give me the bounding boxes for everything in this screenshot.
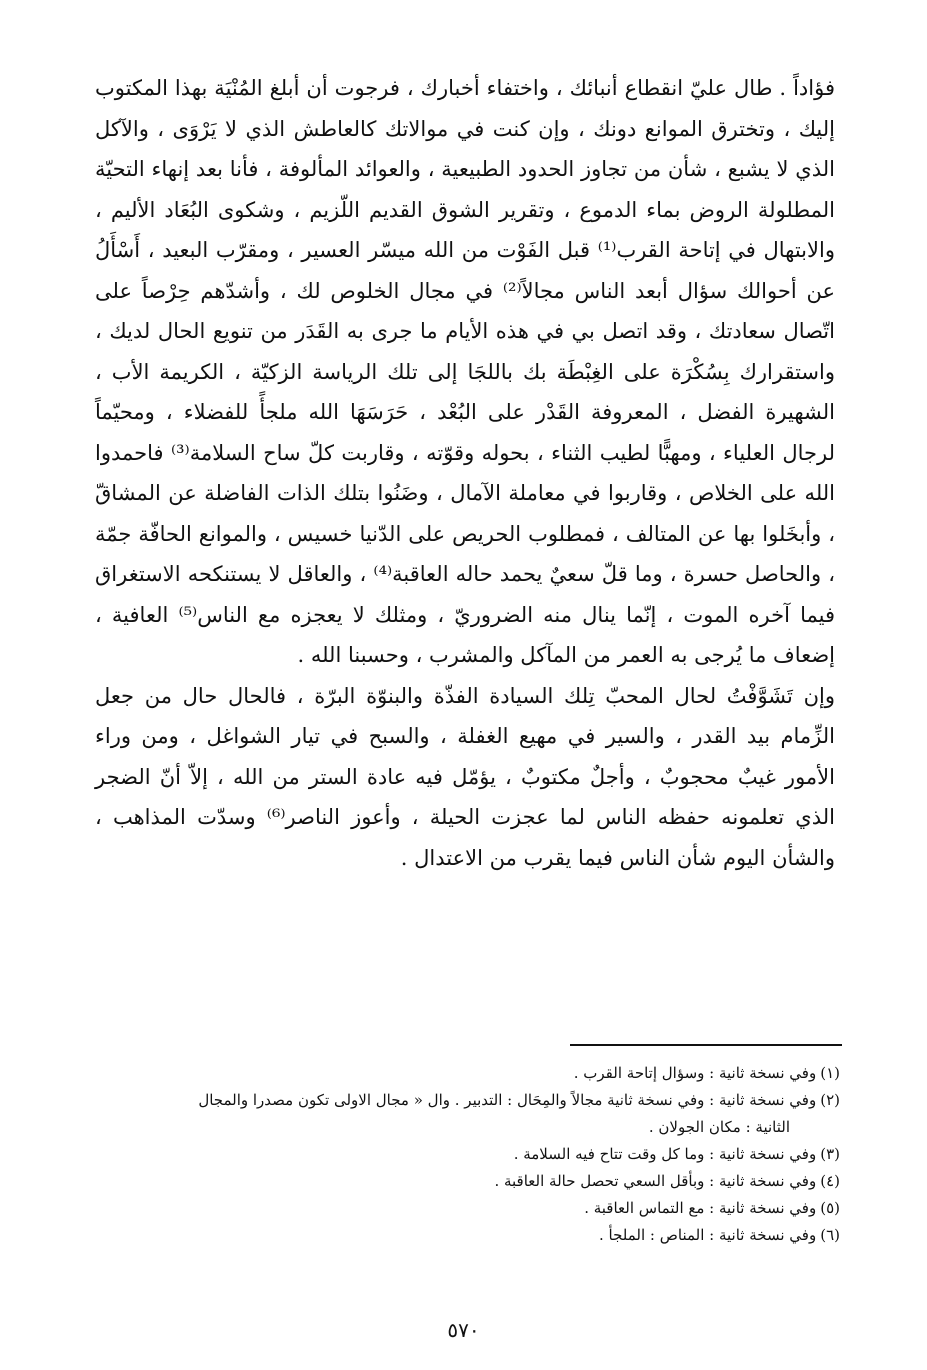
footnote-text: وفي نسخة ثانية : المناص : الملجأ . xyxy=(599,1226,817,1244)
footnote-number: (٦) xyxy=(820,1226,840,1244)
footnote-text: وفي نسخة ثانية : وسؤال إتاحة القرب . xyxy=(573,1064,817,1082)
main-text xyxy=(95,68,835,878)
footnotes xyxy=(95,1060,840,1249)
footnote-2 xyxy=(95,1087,840,1114)
footnote-number: (٥) xyxy=(820,1199,840,1217)
footnote-text: وفي نسخة ثانية : وما كل وقت تتاح فيه السلامة . xyxy=(513,1145,817,1163)
footnote-separator xyxy=(570,1044,842,1046)
footnote-3 xyxy=(95,1141,840,1168)
footnote-1 xyxy=(95,1060,840,1087)
footnote-text: وفي نسخة ثانية : مع التماس العاقبة . xyxy=(584,1199,817,1217)
footnote-6 xyxy=(95,1222,840,1249)
page-number: ٥٧٠ xyxy=(447,1318,480,1342)
footnote-text: وفي نسخة ثانية : وبأقل السعي تحصل حالة العاقبة . xyxy=(494,1172,817,1190)
footnote-number: (٤) xyxy=(820,1172,840,1190)
footnote-text: وفي نسخة ثانية : وفي نسخة ثانية مجالاً والمِحَال : التدبير . وال « مجال الاولى تكون مصدرا والمجال xyxy=(198,1091,817,1109)
footnote-number: (١) xyxy=(820,1064,840,1082)
footnote-number: (٣) xyxy=(820,1145,840,1163)
footnote-5 xyxy=(95,1195,840,1222)
footnote-number: (٢) xyxy=(820,1091,840,1109)
footnote-2-continuation: الثانية : مكان الجولان . xyxy=(648,1118,790,1136)
paragraph-2: وإن تَشَوَّفْتُ لحال المحبّ تِلك السيادة الفذّة والبنوّة البرّة ، فالحال حال من جعل الزِّمام بيد القدر ، والسير في مهيع الغفلة ، والسبح في تيار الشواغل ، ومن وراء الأمور غيبٌ محجوبٌ ، وأجلٌ مكتوبٌ ، يؤمّل فيه عادة الستر من الله ، إلاّ أنّ الضجر الذي تعلمونه حفظه الناس لما عجزت الحيلة ، وأعوز الناصر⁽⁶⁾ وسدّت المذاهب ، والشأن اليوم شأن الناس فيما يقرب من الاعتدال . xyxy=(95,683,835,870)
footnote-4 xyxy=(95,1168,840,1195)
paragraph-1: فؤاداً . طال عليّ انقطاع أنبائك ، واختفاء أخبارك ، فرجوت أن أبلغ المُنْيَة بهذا المكتوب إليك ، وتخترق الموانع دونك ، وإن كنت في موالاتك كالعاطش الذي لا يَرْوَى ، والآكل الذي لا يشبع ، شأن من تجاوز الحدود الطبيعية ، والعوائد المألوفة ، فأنا بعد إنهاء التحيّة المطلولة الروض بماء الدموع ، وتقرير الشوق القديم اللّزيم ، وشكوى البُعَاد الأليم ، والابتهال في إتاحة القرب⁽¹⁾ قبل الفَوْت من الله ميسّر العسير ، ومقرّب البعيد ، أَسْأَلُ عن أحوالك سؤال أبعد الناس مجالاً⁽²⁾ في مجال الخلوص لك ، وأشدّهم حِرْصاً على اتّصال سعادتك ، وقد اتصل بي في هذه الأيام ما جرى به القَدَر من تنويع الحال لديك ، واستقرارك بِسُكْرَة على الغِبْطَة بك باللجَا إلى تلك الرياسة الزكيّة ، الكريمة الأب ، الشهيرة الفضل ، المعروفة القَدْر على البُعْد ، حَرَسَهَا الله ملجأً للفضلاء ، ومحيّماً لرجال العلياء ، ومهبًّا لطيب الثناء ، بحوله وقوّته ، وقاربت كلّ ساح السلامة⁽³⁾ فاحمدوا الله على الخلاص ، وقاربوا في معاملة الآمال ، وضَنُوا بتلك الذات الفاضلة عن المشاقّ ، وأبخَلوا بها عن المتالف ، فمطلوب الحريص على الدّنيا خسيس ، والموانع الحافّة جمّة ، والحاصل حسرة ، وما قلّ سعيٌ يحمد حاله العاقبة⁽⁴⁾ ، والعاقل لا يستنكحه الاستغراق فيما آخره الموت ، إنّما ينال منه الضروريّ ، ومثلك لا يعجزه مع الناس⁽⁵⁾ العافية ، إضعاف ما يُرجى به العمر من المآكل والمشرب ، وحسبنا الله . xyxy=(95,76,835,667)
